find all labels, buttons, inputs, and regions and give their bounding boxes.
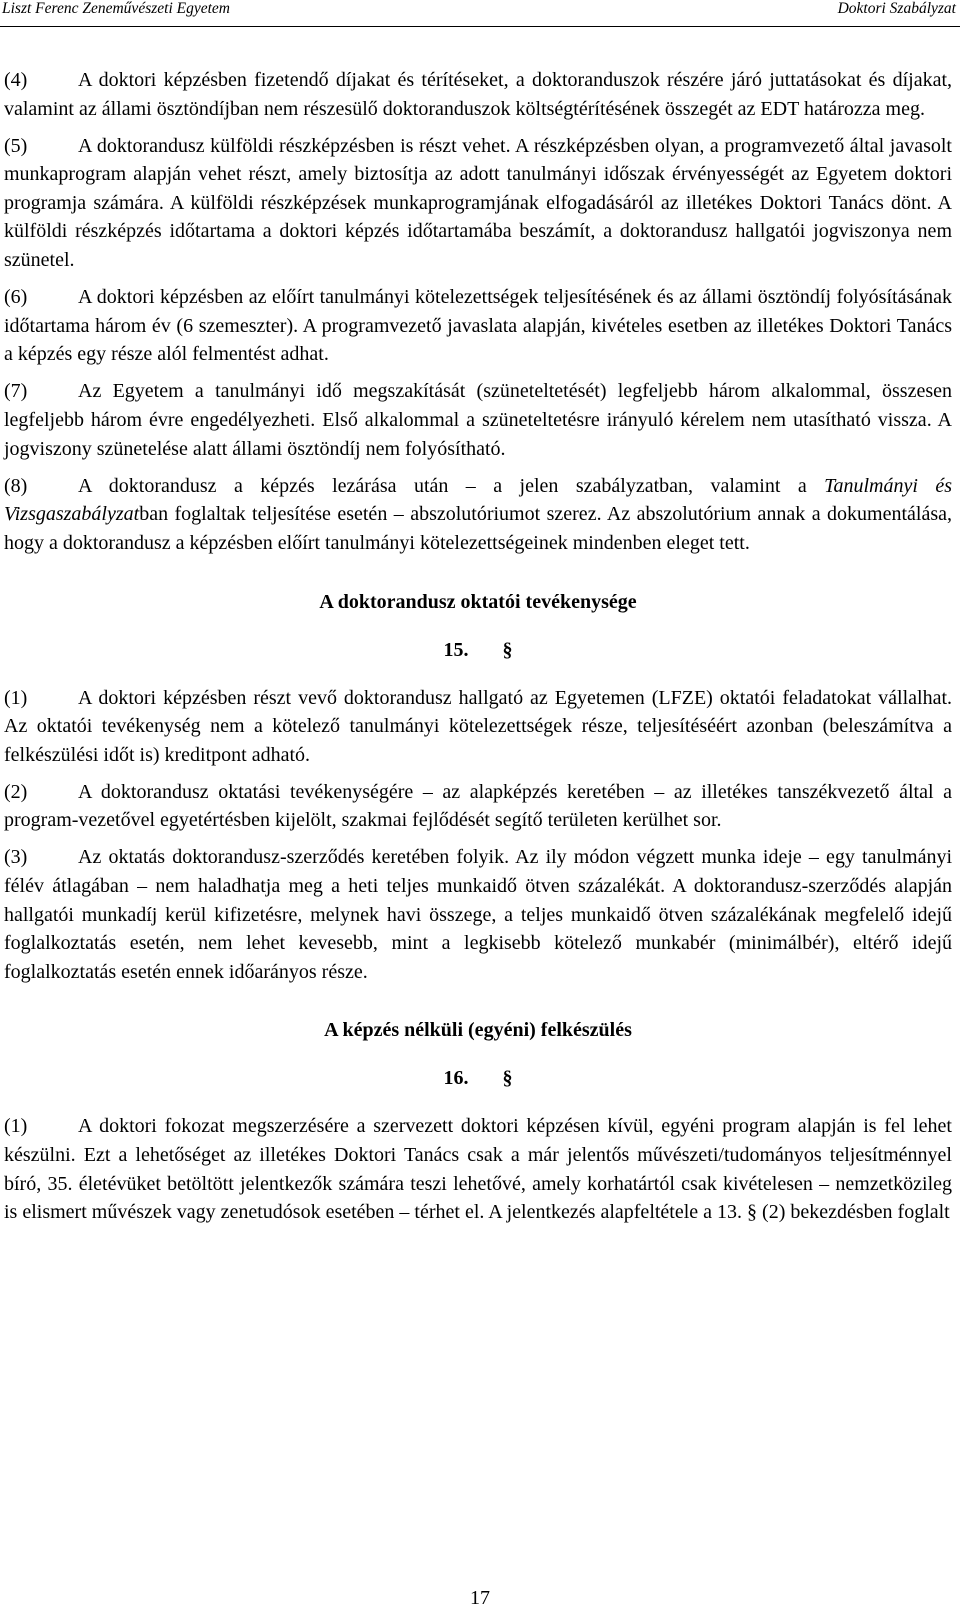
paragraph-text: A doktori képzésben az előírt tanulmányi kötelezettségek teljesítésének és az állami ösztöndíj folyósításának időtartama három év (6 szemeszter). A programvezető javaslata alapján, kivételes esetben az illetékes Doktori Tanács a képzés egy része alól felmentést adhat. bbox=[4, 286, 952, 366]
section-16-title: A képzés nélküli (egyéni) felkészülés bbox=[324, 1019, 632, 1042]
page-number: 17 bbox=[470, 1587, 490, 1609]
paragraph-number: (8) bbox=[4, 474, 28, 497]
paragraph-number: (1) bbox=[4, 1115, 28, 1138]
paragraph-text: A doktori képzésben részt vevő doktorandusz hallgató az Egyetemen (LFZE) oktatói feladatokat vállalhat. Az oktatói tevékenység nem a kötelező tanulmányi kötelezettségek része, teljesítéséért azonban (beleszámítva a felkészülési időt is) kreditpont adható. bbox=[4, 686, 952, 766]
document-body bbox=[4, 66, 952, 1235]
paragraph-number: (2) bbox=[4, 780, 28, 803]
section-15-heading bbox=[4, 636, 952, 664]
paragraph-number: (7) bbox=[4, 380, 28, 403]
paragraph-number: (6) bbox=[4, 286, 28, 309]
paragraph-number: (4) bbox=[4, 69, 28, 91]
paragraph-4 bbox=[4, 66, 952, 123]
page-header bbox=[0, 0, 960, 34]
section-16-heading bbox=[4, 1064, 952, 1092]
section-number: 15. bbox=[443, 638, 469, 661]
header-institution: Liszt Ferenc Zeneművészeti Egyetem bbox=[2, 0, 230, 17]
regulation-reference: Tanulmányi és Vizsgaszabályzat bbox=[4, 474, 952, 526]
paragraph-text: Az oktatás doktorandusz-szerződés keretében folyik. Az ily módon végzett munka ideje – egy tanulmányi félév átlagában – nem haladhatja meg a heti teljes munkaidő ötven százalékát. A doktorandusz-szerződés alapján hallgatói munkadíj kerül kifizetésre, melynek havi összege, a teljes munkaidő ötven százalékának megfelelő idejű foglalkoztatás esetén, nem lehet kevesebb, mint a legkisebb kötelező munkabér (minimálbér), eltérő idejű foglalkoztatás esetén ennek időarányos része. bbox=[4, 846, 952, 983]
paragraph-5 bbox=[4, 132, 952, 275]
page-footer bbox=[0, 1586, 960, 1610]
paragraph-text: A doktorandusz oktatási tevékenységére – az alapképzés keretében – az illetékes tanszékvezető által a program-vezetővel egyetértésben kijelölt, szakmai fejlődését segítő területen kerülhet sor. bbox=[4, 780, 952, 832]
paragraph-text: A doktorandusz külföldi részképzésben is részt vehet. A részképzésben olyan, a programvezető által javasolt munkaprogram alapján vehet részt, amely biztosítja az adott tanulmányi időszak érvényességét az Egyetem doktori programja számára. A külföldi részképzések munkaprogramjának elfogadásáról az illetékes Doktori Tanács dönt. A külföldi részképzés időtartama a doktori képzés időtartamába beszámít, a doktorandusz hallgatói jogviszonya nem szünetel. bbox=[4, 134, 952, 272]
paragraph-text: A doktori fokozat megszerzésére a szervezett doktori képzésen kívül, egyéni program alapján is fel lehet készülni. Ezt a lehetőséget az illetékes Doktori Tanács csak a már jelentős művészeti/tudományos teljesítménnyel bíró, 35. életévüket betöltött jelentkezők számára teszi lehetővé, amely korhatártól csak kivételesen – nemzetközileg is elismert művészek vagy zenetudósok esetében – térhet el. A jelentkezés alapfeltétele a 13. § (2) bekezdésben foglalt bbox=[4, 1115, 952, 1224]
paragraph-8 bbox=[4, 472, 952, 558]
paragraph-number: (1) bbox=[4, 686, 28, 709]
header-document-title: Doktori Szabályzat bbox=[837, 0, 956, 17]
section-sign: § bbox=[502, 638, 513, 661]
header-divider bbox=[0, 26, 960, 27]
paragraph-text-start: A doktorandusz a képzés lezárása után – a jelen szabályzatban, valamint a bbox=[78, 474, 825, 497]
paragraph-text: A doktori képzésben fizetendő díjakat és térítéseket, a doktoranduszok részére járó juttatásokat és díjakat, valamint az állami ösztöndíjban nem részesülő doktoranduszok költségtérítésének összegét az EDT határozza meg. bbox=[4, 69, 952, 120]
paragraph-6 bbox=[4, 283, 952, 369]
paragraph-number: (5) bbox=[4, 134, 28, 157]
paragraph-text: Az Egyetem a tanulmányi idő megszakítását (szüneteltetését) legfeljebb három alkalommal, összesen legfeljebb három évre engedélyezheti. Első alkalommal a szüneteltetésre irányuló kérelem nem utasítható vissza. A jogviszony szünetelése alatt állami ösztöndíj nem folyósítható. bbox=[4, 380, 952, 460]
paragraph-7 bbox=[4, 377, 952, 463]
section-16-paragraph-1 bbox=[4, 1112, 952, 1226]
paragraph-text-end: ban foglaltak teljesítése esetén – abszolutóriumot szerez. Az abszolutórium annak a dokumentálása, hogy a doktorandusz a képzésben előírt tanulmányi kötelezettségeinek mindenben eleget tett. bbox=[4, 503, 952, 554]
section-15-paragraph-1 bbox=[4, 684, 952, 770]
paragraph-number: (3) bbox=[4, 846, 28, 869]
section-15-title: A doktorandusz oktatói tevékenysége bbox=[319, 590, 637, 613]
section-15-paragraph-2 bbox=[4, 778, 952, 835]
section-sign: § bbox=[502, 1067, 513, 1090]
section-number: 16. bbox=[443, 1067, 469, 1090]
section-15-paragraph-3 bbox=[4, 843, 952, 986]
